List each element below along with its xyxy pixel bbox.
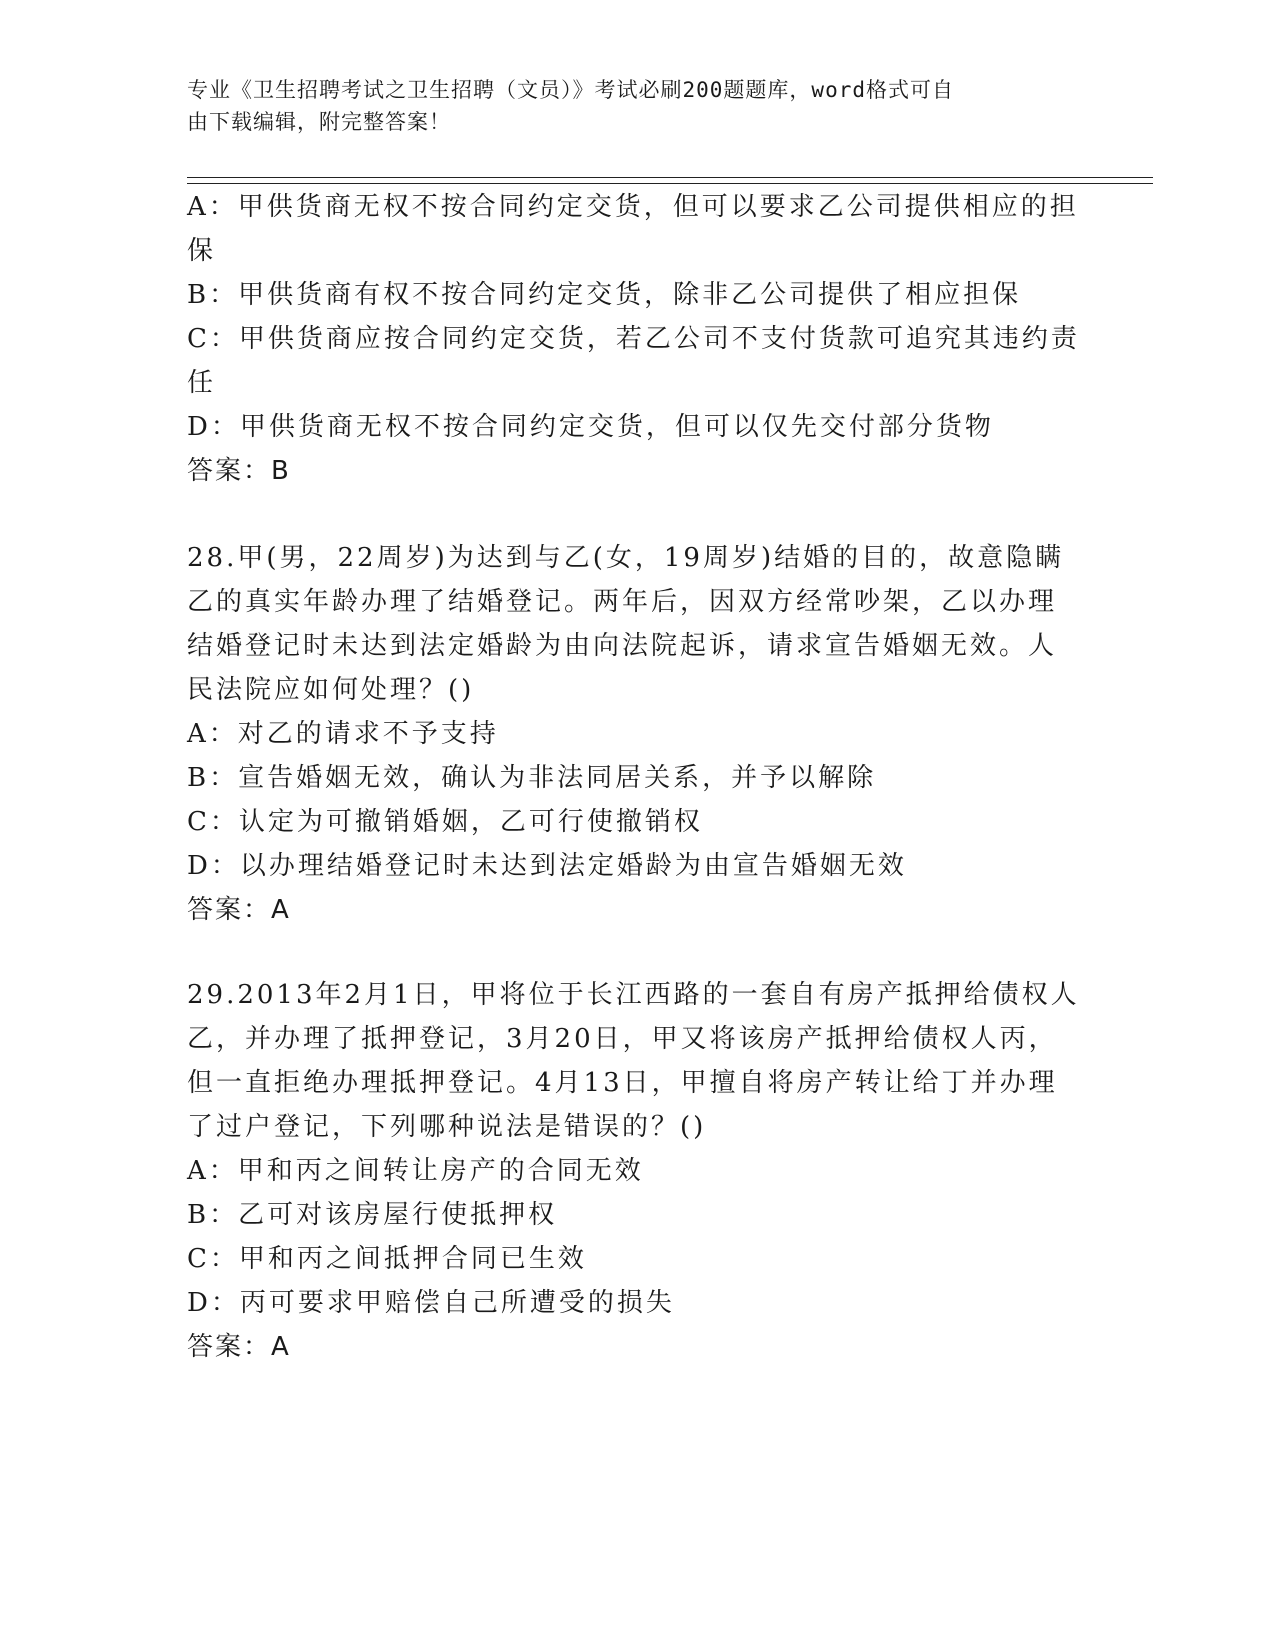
q27-option-a-line2: 保 bbox=[187, 236, 217, 266]
document-header bbox=[187, 74, 1067, 138]
q29-option-a: A：甲和丙之间转让房产的合同无效 bbox=[187, 1156, 644, 1186]
header-line-2: 由下载编辑，附完整答案！ bbox=[187, 110, 451, 134]
q27-option-d: D：甲供货商无权不按合同约定交货，但可以仅先交付部分货物 bbox=[187, 412, 994, 442]
q28-option-b: B：宣告婚姻无效，确认为非法同居关系，并予以解除 bbox=[187, 763, 877, 793]
q28-answer: 答案：A bbox=[187, 895, 291, 925]
q27-option-c-line1: C：甲供货商应按合同约定交货，若乙公司不支付货款可追究其违约责 bbox=[187, 324, 1080, 354]
q29-option-b: B：乙可对该房屋行使抵押权 bbox=[187, 1200, 558, 1230]
q28-stem-line4: 民法院应如何处理？() bbox=[187, 675, 475, 705]
q28-option-c: C：认定为可撤销婚姻，乙可行使撤销权 bbox=[187, 807, 703, 837]
q28-stem-line2: 乙的真实年龄办理了结婚登记。两年后，因双方经常吵架，乙以办理 bbox=[187, 587, 1058, 617]
q29-option-d: D：丙可要求甲赔偿自己所遭受的损失 bbox=[187, 1288, 675, 1318]
q29-option-c: C：甲和丙之间抵押合同已生效 bbox=[187, 1244, 587, 1274]
q29-stem-line3: 但一直拒绝办理抵押登记。4月13日，甲擅自将房产转让给丁并办理 bbox=[187, 1068, 1058, 1098]
q28-stem-line3: 结婚登记时未达到法定婚龄为由向法院起诉，请求宣告婚姻无效。人 bbox=[187, 631, 1058, 661]
q29-stem-line4: 了过户登记，下列哪种说法是错误的？() bbox=[187, 1112, 707, 1142]
q29-answer: 答案：A bbox=[187, 1332, 291, 1362]
q27-option-a-line1: A：甲供货商无权不按合同约定交货，但可以要求乙公司提供相应的担 bbox=[187, 192, 1079, 222]
q27-answer: 答案：B bbox=[187, 456, 291, 486]
q29-stem-line2: 乙，并办理了抵押登记，3月20日，甲又将该房产抵押给债权人丙， bbox=[187, 1024, 1058, 1054]
q28-option-d: D：以办理结婚登记时未达到法定婚龄为由宣告婚姻无效 bbox=[187, 851, 907, 881]
header-divider-bottom bbox=[187, 183, 1153, 184]
q28-option-a: A：对乙的请求不予支持 bbox=[187, 719, 499, 749]
q27-option-c-line2: 任 bbox=[187, 368, 217, 398]
q29-stem-line1: 29.2013年2月1日，甲将位于长江西路的一套自有房产抵押给债权人 bbox=[187, 980, 1080, 1010]
header-divider-top bbox=[187, 177, 1153, 178]
q28-stem-line1: 28.甲(男，22周岁)为达到与乙(女，19周岁)结婚的目的，故意隐瞒 bbox=[187, 543, 1065, 573]
q27-option-b: B：甲供货商有权不按合同约定交货，除非乙公司提供了相应担保 bbox=[187, 280, 1022, 310]
header-line-1: 专业《卫生招聘考试之卫生招聘（文员）》考试必刷200题题库，word格式可自 bbox=[187, 78, 954, 102]
